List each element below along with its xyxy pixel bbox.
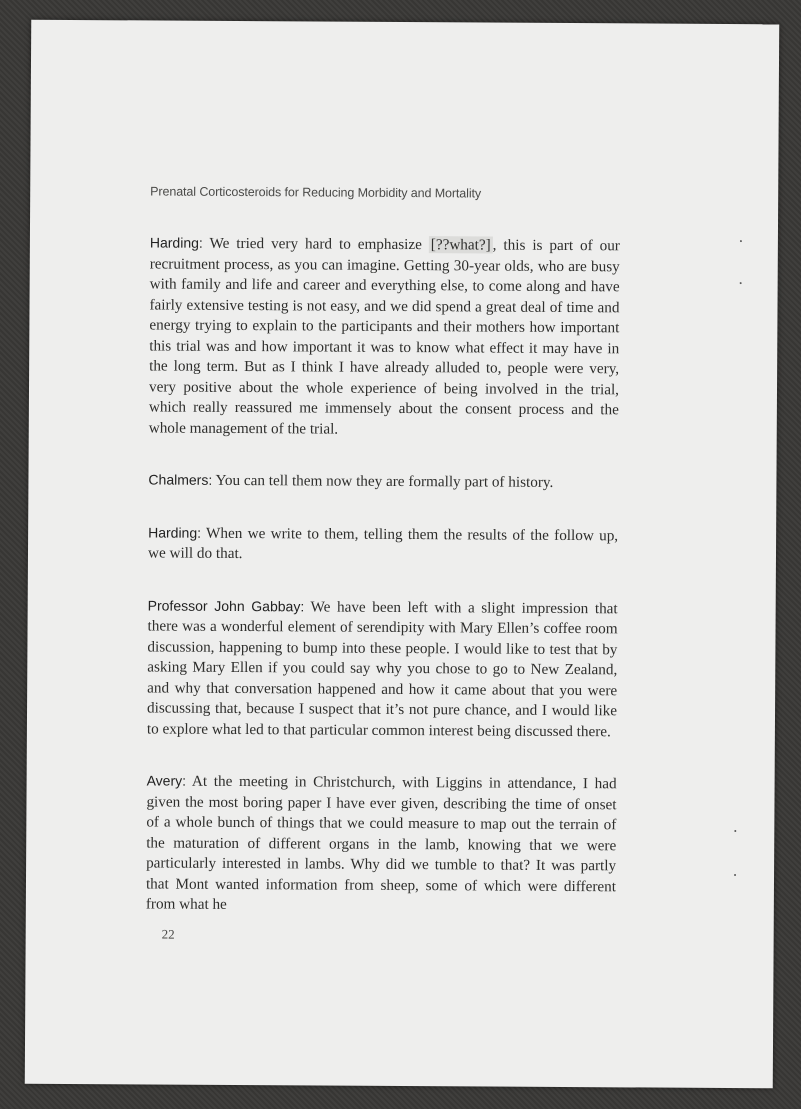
speaker-name: Harding: — [148, 523, 202, 541]
document-page — [25, 20, 779, 1089]
paragraph-text: , this is part of our recruitment process, as you can imagine. Getting 30-year olds, who are busy with family and life and career and everything else, to come along and have fairly extensive testing is not easy, and we did spend a great deal of time and energy trying to explain to the participants and their mothers how important this trial was and how important it was to know what effect it may have in the long term. But as I think I have already alluded to, people were very, very positive about the whole experience of being involved in the trial, which really reassured me immensely about the consent process and the whole management of the trial. — [148, 236, 620, 438]
running-head: Prenatal Corticosteroids for Reducing Morbidity and Mortality — [150, 184, 482, 201]
margin-mark — [734, 830, 736, 832]
paragraph-text: We have been left with a slight impression that there was a wonderful element of serendipity with Mary Ellen’s coffee room discussion, happening to bump into these people. I would like to test that by asking Mary Ellen if you could say why you chose to go to New Zealand, and why that conversation happened and how it came about that you were discussing that, because I suspect that it’s not pure chance, and I would like to explore what led to that particular common interest being discussed there. — [146, 597, 618, 740]
speaker-name: Professor John Gabbay: — [147, 596, 305, 614]
paragraph-text: We tried very hard to emphasize — [202, 234, 429, 254]
paragraph-harding-2 — [148, 522, 618, 567]
paragraph-harding-1 — [149, 232, 620, 441]
margin-mark — [734, 874, 736, 876]
paragraph-avery — [146, 770, 617, 917]
paragraph-text: At the meeting in Christchurch, with Liggins in attendance, I had given the most boring paper I have ever given, describing the time of onset of a whole bunch of things that we could measure to map out the terrain of the maturation of different organs in the lamb, knowing that we were particularly interested in lambs. Why did we tumble to that? It was partly that Mont wanted information from sheep, some of which were different from what he — [145, 772, 617, 913]
speaker-name: Chalmers: — [148, 471, 213, 488]
paragraph-text: You can tell them now they are formally part of history. — [212, 471, 554, 491]
transcript-body — [146, 232, 620, 917]
margin-mark — [740, 240, 742, 242]
speaker-name: Harding: — [149, 234, 203, 251]
margin-mark — [740, 282, 742, 284]
speaker-name: Avery: — [146, 772, 187, 789]
paragraph-chalmers — [148, 469, 618, 493]
highlighted-query: [??what?] — [430, 236, 491, 254]
paragraph-gabbay — [147, 595, 618, 742]
paragraph-text: When we write to them, telling them the results of the follow up, we will do that. — [147, 524, 619, 563]
page-number: 22 — [161, 926, 175, 942]
